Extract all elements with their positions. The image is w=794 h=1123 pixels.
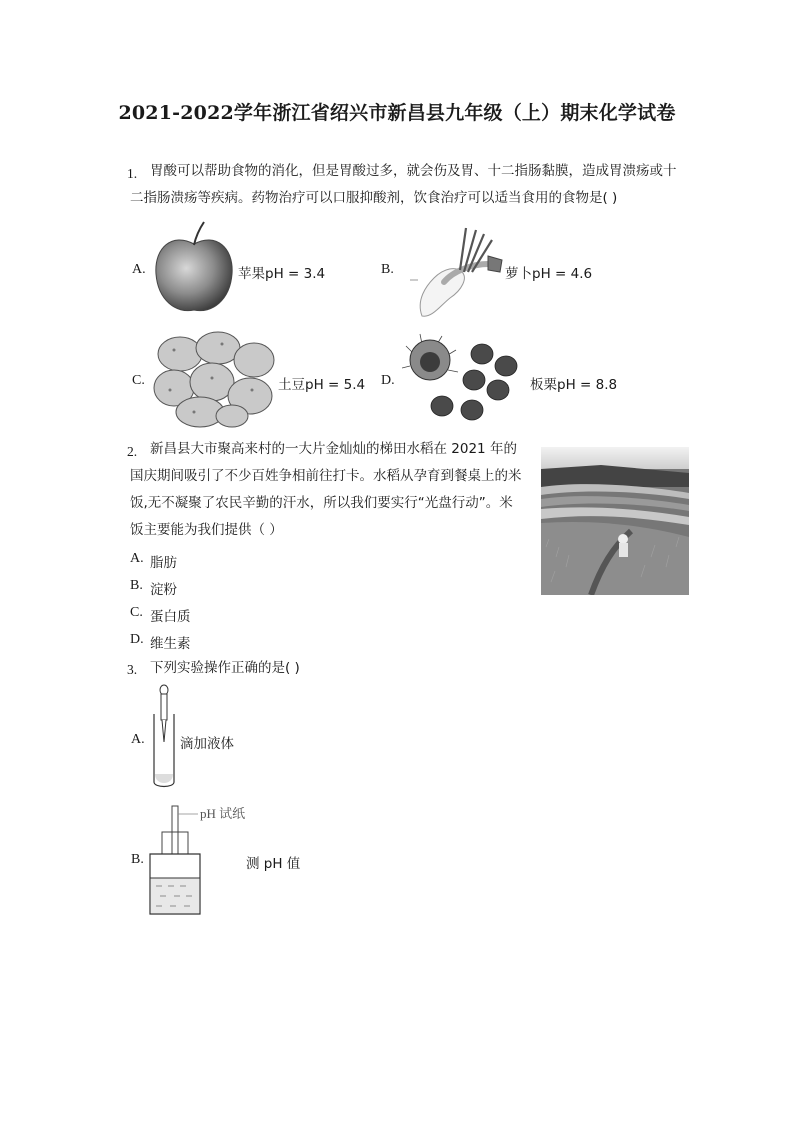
q1-option-c-text: 土豆pH = 5.4 bbox=[278, 377, 366, 393]
question-1-stem-line2: 二指肠溃疡等疾病。药物治疗可以口服抑酸剂，饮食治疗可以适当食用的食物是( ) bbox=[130, 190, 618, 206]
q1-option-b-letter[interactable]: B. bbox=[381, 262, 394, 277]
q2-option-a-text: 脂肪 bbox=[150, 555, 177, 571]
q1-option-a-text: 苹果pH = 3.4 bbox=[238, 266, 326, 282]
q3-option-b-letter[interactable]: B. bbox=[131, 852, 144, 867]
q2-option-b-text: 淀粉 bbox=[150, 582, 177, 598]
q2-option-a-letter[interactable]: A. bbox=[130, 551, 144, 566]
question-1-number: 1. bbox=[127, 166, 138, 181]
q2-option-b-letter[interactable]: B. bbox=[130, 578, 143, 593]
q2-option-d-text: 维生素 bbox=[150, 636, 191, 652]
q1-option-b-text: 萝卜pH = 4.6 bbox=[505, 266, 593, 282]
q2-option-c-text: 蛋白质 bbox=[150, 609, 191, 625]
radish-image bbox=[404, 220, 504, 320]
ph-paper-label: pH 试纸 bbox=[200, 806, 246, 821]
question-3-number: 3. bbox=[127, 662, 138, 677]
question-2-stem-line3: 饭,无不凝聚了农民辛勤的汗水，所以我们要实行“光盘行动”。米 bbox=[130, 495, 513, 511]
question-2-stem-line4: 饭主要能为我们提供（ ） bbox=[130, 522, 283, 538]
q2-option-d-letter[interactable]: D. bbox=[130, 632, 144, 647]
rice-terrace-photo bbox=[541, 447, 689, 595]
q3-option-a-letter[interactable]: A. bbox=[131, 732, 145, 747]
q1-option-d-text: 板栗pH = 8.8 bbox=[530, 377, 618, 393]
q3-option-a-text: 滴加液体 bbox=[180, 736, 234, 752]
q1-option-a-letter[interactable]: A. bbox=[132, 262, 146, 277]
q2-option-c-letter[interactable]: C. bbox=[130, 605, 143, 620]
potato-image bbox=[152, 330, 276, 428]
q3-option-b-text: 测 pH 值 bbox=[246, 856, 301, 872]
exam-title: 2021-2022学年浙江省绍兴市新昌县九年级（上）期末化学试卷 bbox=[118, 102, 676, 124]
apple-image bbox=[152, 218, 236, 316]
ph-test-diagram bbox=[140, 802, 260, 918]
dropper-tube-diagram bbox=[148, 684, 180, 790]
question-2-stem-line1: 新昌县大市聚高来村的一大片金灿灿的梯田水稻在 2021 年的 bbox=[150, 441, 517, 457]
question-1-stem-line1: 胃酸可以帮助食物的消化，但是胃酸过多，就会伤及胃、十二指肠黏膜，造成胃溃疡或十 bbox=[150, 163, 677, 179]
q1-option-d-letter[interactable]: D. bbox=[381, 373, 395, 388]
question-2-stem-line2: 国庆期间吸引了不少百姓争相前往打卡。水稻从孕育到餐桌上的米 bbox=[130, 468, 522, 484]
q1-option-c-letter[interactable]: C. bbox=[132, 373, 145, 388]
question-2-number: 2. bbox=[127, 444, 138, 459]
chestnut-image bbox=[402, 332, 528, 428]
question-3-stem: 下列实验操作正确的是( ) bbox=[150, 660, 300, 676]
